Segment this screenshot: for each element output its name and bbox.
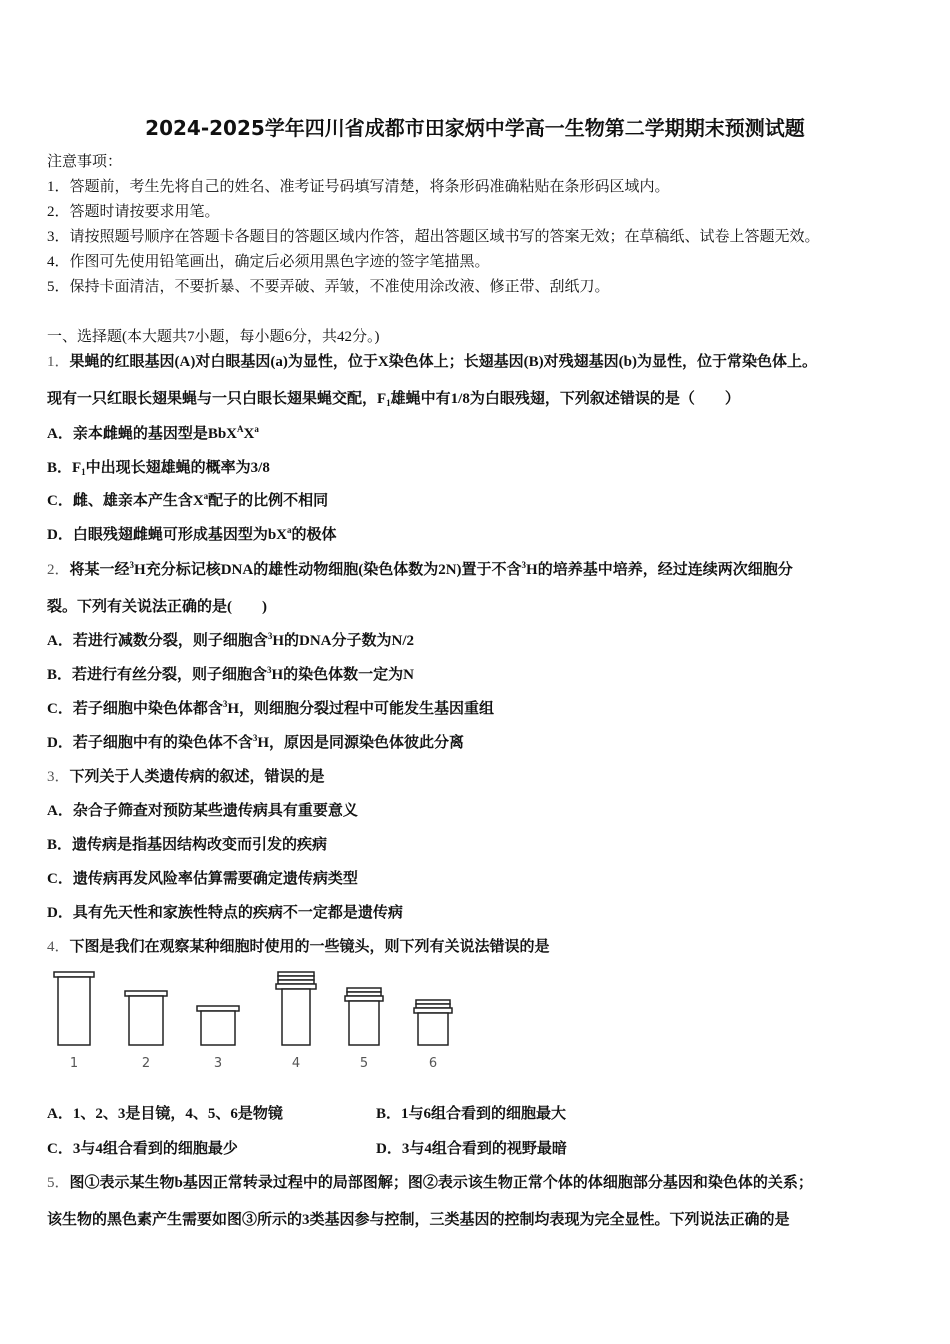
q4-option-c: C．3与4组合看到的细胞最少 <box>47 1141 238 1157</box>
lens-6 <box>414 1000 452 1045</box>
lens-label-1: 1 <box>69 1056 79 1071</box>
q3-number: 3． <box>47 769 70 785</box>
lens-label-4: 4 <box>291 1056 301 1071</box>
q5-number: 5． <box>47 1175 70 1191</box>
notice-item: 2．答题时请按要求用笔。 <box>47 204 220 220</box>
lens-3 <box>197 1006 239 1045</box>
lens-figure <box>40 965 480 1075</box>
q2-option-c: C．若子细胞中染色体都含$^3$H，则细胞分裂过程中可能发生基因重组 <box>47 699 495 717</box>
notice-item: 1．答题前，考生先将自己的姓名、准考证号码填写清楚，将条形码准确粘贴在条形码区域内。 <box>47 179 670 195</box>
lens-label-2: 2 <box>141 1056 151 1071</box>
lens-label-3: 3 <box>213 1056 223 1071</box>
q4-option-d: D．3与4组合看到的视野最暗 <box>376 1141 567 1157</box>
q1-option-c: C．雌、雄亲本产生含$X^a$配子的比例不相同 <box>47 491 329 509</box>
notice-item: 4．作图可先使用铅笔画出，确定后必须用黑色字迹的签字笔描黑。 <box>47 254 490 270</box>
q4-stem: 4．下图是我们在观察某种细胞时使用的一些镜头，则下列有关说法错误的是 <box>47 939 550 955</box>
section-heading: 一、选择题(本大题共7小题，每小题6分，共42分。) <box>47 329 380 345</box>
q4-option-b: B．1与6组合看到的细胞最大 <box>376 1106 567 1122</box>
q2-number: 2． <box>47 562 70 578</box>
lens-label-6: 6 <box>428 1056 438 1071</box>
q2-option-d: D．若子细胞中有的染色体不含$^3$H，原因是同源染色体彼此分离 <box>47 733 465 751</box>
q5-stem-line1: 5．图①表示某生物b基因正常转录过程中的局部图解；图②表示该生物正常个体的体细胞部分基因和染色体的关系； <box>47 1175 813 1191</box>
notice-item: 3．请按照题号顺序在答题卡各题目的答题区域内作答，超出答题区域书写的答案无效；在草稿纸、试卷上答题无效。 <box>47 229 820 245</box>
notice-heading: 注意事项： <box>47 154 123 170</box>
page-title: 2024-2025学年四川省成都市田家炳中学高一生物第二学期期末预测试题 <box>145 116 805 140</box>
q1-stem-line1: 1．果蝇的红眼基因(A)对白眼基因(a)为显性，位于X染色体上；长翅基因(B)对残翅基因(b)为显性，位于常染色体上。 <box>47 354 817 370</box>
q1-stem-line2: 现有一只红眼长翅果蝇与一只白眼长翅果蝇交配，$F_1$雄蝇中有1/8为白眼残翅，下列叙述错误的是（ ） <box>47 391 740 408</box>
q4-number: 4． <box>47 939 70 955</box>
lens-1 <box>54 972 94 1045</box>
q4-option-a: A．1、2、3是目镜，4、5、6是物镜 <box>47 1106 283 1122</box>
q2-option-a: A．若进行减数分裂，则子细胞含$^3$H的DNA分子数为N/2 <box>47 631 415 649</box>
q3-option-a: A．杂合子筛查对预防某些遗传病具有重要意义 <box>47 803 358 819</box>
lens-label-5: 5 <box>359 1056 369 1071</box>
notice-item: 5．保持卡面清洁，不要折暴、不要弄破、弄皱，不准使用涂改液、修正带、刮纸刀。 <box>47 279 610 295</box>
q1-option-d: D．白眼残翅雌蝇可形成基因型为$bX^a$的极体 <box>47 525 337 543</box>
q1-option-b: B．$F_1$中出现长翅雄蝇的概率为3/8 <box>47 460 270 477</box>
lens-4 <box>276 972 316 1045</box>
q3-stem: 3．下列关于人类遗传病的叙述，错误的是 <box>47 769 325 785</box>
lens-5 <box>345 988 383 1045</box>
q3-option-d: D．具有先天性和家族性特点的疾病不一定都是遗传病 <box>47 905 403 921</box>
q2-stem-line2: 裂。下列有关说法正确的是( ) <box>47 599 267 615</box>
q3-option-c: C．遗传病再发风险率估算需要确定遗传病类型 <box>47 871 358 887</box>
q1-number: 1． <box>47 354 70 370</box>
q1-option-a: A．亲本雌蝇的基因型是$BbX^AX^a$ <box>47 424 259 442</box>
q2-option-b: B．若进行有丝分裂，则子细胞含$^3$H的染色体数一定为N <box>47 665 415 683</box>
lens-diagram <box>40 965 480 1075</box>
q3-option-b: B．遗传病是指基因结构改变而引发的疾病 <box>47 837 328 853</box>
q2-stem-line1: 2．将某一经$^3$H充分标记核DNA的雄性动物细胞(染色体数为2N)置于不含$^3$H的培养基中培养，经过连续两次细胞分 <box>47 560 793 578</box>
q5-stem-line2: 该生物的黑色素产生需要如图③所示的3类基因参与控制，三类基因的控制均表现为完全显性。下列说法正确的是 <box>47 1212 790 1228</box>
lens-2 <box>125 991 167 1045</box>
